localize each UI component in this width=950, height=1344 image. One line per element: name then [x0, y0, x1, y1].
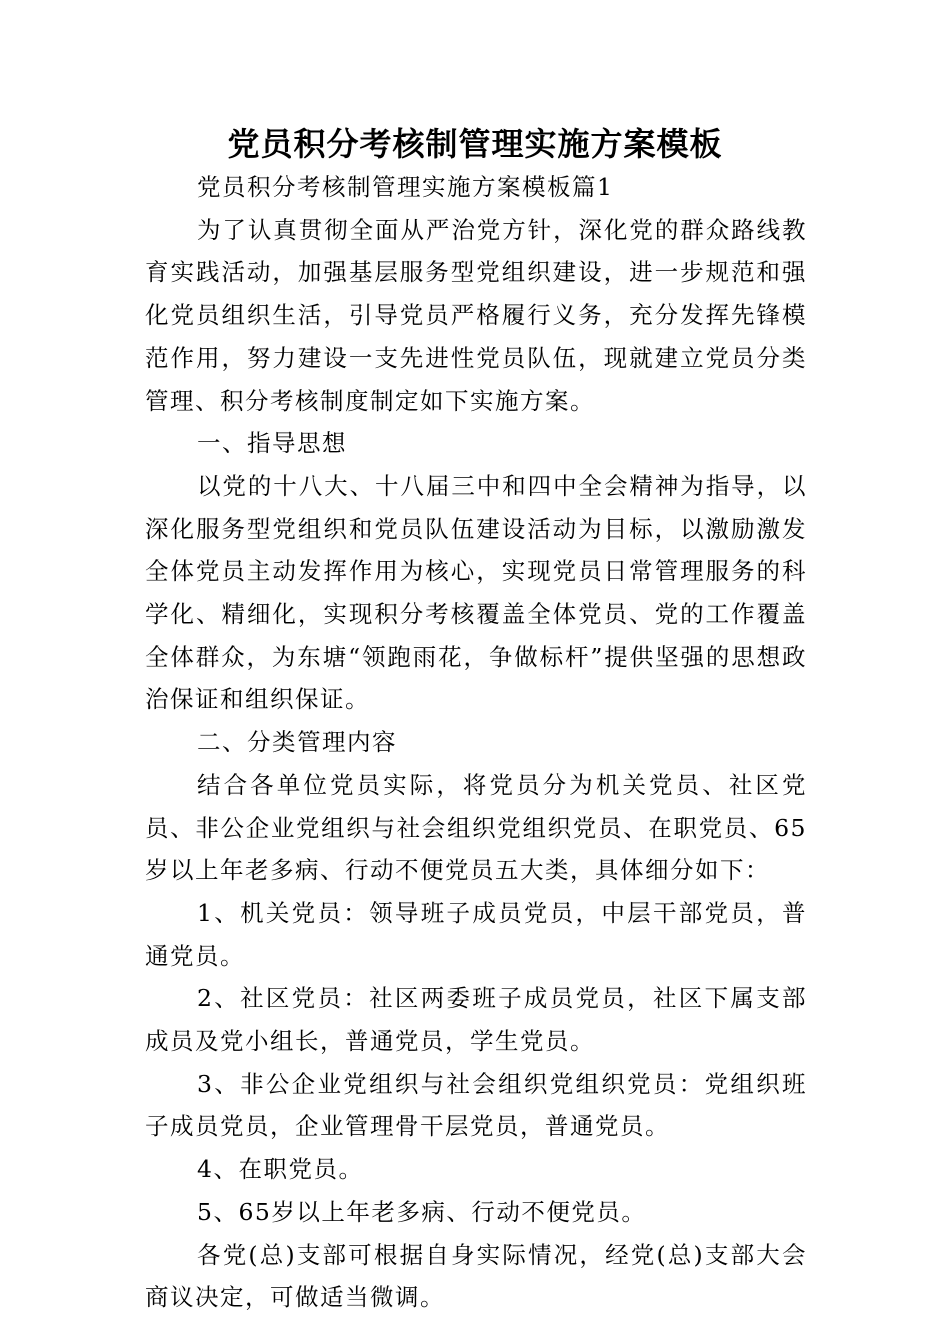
list-item-1: 1、机关党员：领导班子成员党员，中层干部党员，普通党员。 [145, 898, 807, 970]
document-body [145, 166, 807, 1319]
list-item-3: 3、非公企业党组织与社会组织党组织党员：党组织班子成员党员，企业管理骨干层党员，普通党员。 [145, 1069, 807, 1141]
list-item-5: 5、65岁以上年老多病、行动不便党员。 [197, 1197, 647, 1226]
paragraph-adjustment-note: 各党(总)支部可根据自身实际情况，经党(总)支部大会商议决定，可做适当微调。 [145, 1240, 807, 1312]
document-title: 党员积分考核制管理实施方案模板 [227, 125, 723, 163]
paragraph-classification: 结合各单位党员实际，将党员分为机关党员、社区党员、非公企业党组织与社会组织党组织党员、在职党员、65岁以上年老多病、行动不便党员五大类，具体细分如下： [145, 770, 807, 885]
heading-classification: 二、分类管理内容 [197, 728, 397, 757]
paragraph-section-heading: 党员积分考核制管理实施方案模板篇1 [197, 173, 614, 201]
paragraph-intro: 为了认真贯彻全面从严治党方针，深化党的群众路线教育实践活动，加强基层服务型党组织建设，进一步规范和强化党员组织生活，引导党员严格履行义务，充分发挥先锋模范作用，努力建设一支先进性党员队伍，现就建立党员分类管理、积分考核制度制定如下实施方案。 [145, 215, 807, 415]
paragraph-guiding-ideology: 以党的十八大、十八届三中和四中全会精神为指导，以深化服务型党组织和党员队伍建设活动为目标，以激励激发全体党员主动发挥作用为核心，实现党员日常管理服务的科学化、精细化，实现积分考核覆盖全体党员、党的工作覆盖全体群众，为东塘“领跑雨花，争做标杆”提供坚强的思想政治保证和组织保证。 [145, 471, 807, 714]
list-item-4: 4、在职党员。 [197, 1155, 364, 1184]
list-item-2: 2、社区党员：社区两委班子成员党员，社区下属支部成员及党小组长，普通党员，学生党员。 [145, 984, 807, 1056]
heading-guiding-ideology: 一、指导思想 [197, 429, 347, 458]
